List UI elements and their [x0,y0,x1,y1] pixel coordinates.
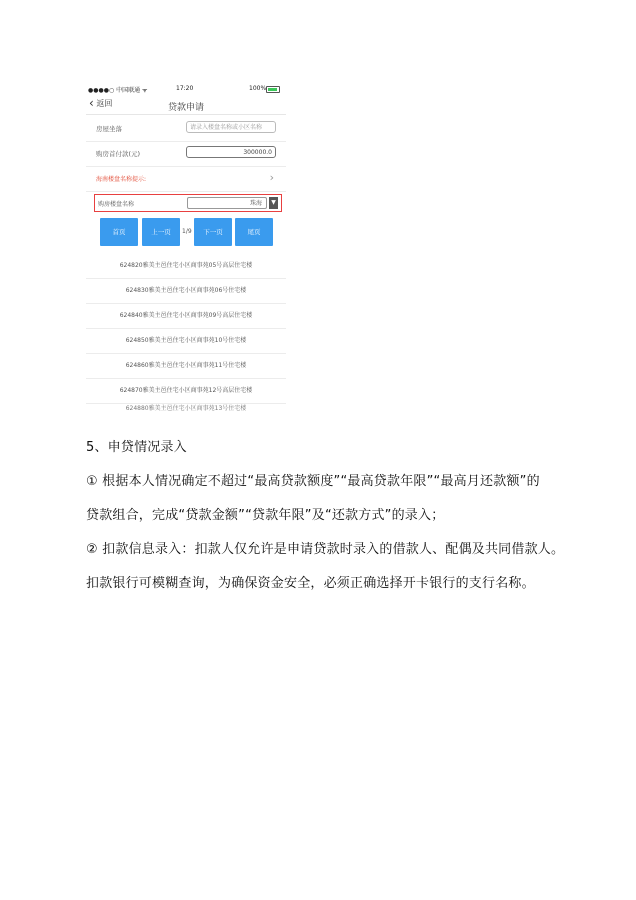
property-name-row [94,194,282,212]
house-location-label: 房屋坐落 [96,125,122,133]
battery-fill [268,88,277,91]
next-page-button[interactable]: 下一页 [194,218,232,246]
notice-row[interactable] [86,166,286,192]
list-item[interactable]: 624850雅美主邑住宅小区商事苑10号住宅楼 [86,329,286,354]
page-indicator: 1/9 [182,228,192,235]
notice-label: 海南楼盘名称提示: [96,176,147,183]
house-location-input[interactable]: 请录入楼盘名称或小区名称 [186,121,276,133]
paragraph-line: 贷款组合，完成“贷款金额”“贷款年限”及“还款方式”的录入； [86,508,445,523]
chevron-right-icon: › [269,171,274,184]
page-title: 贷款申请 [167,103,204,113]
status-bar [86,82,286,94]
battery-icon [266,86,280,93]
section-heading: 5、申贷情况录入 [86,440,187,455]
list-item[interactable]: 624830雅美主邑住宅小区商事苑06号住宅楼 [86,279,286,304]
prev-page-button[interactable]: 上一页 [142,218,180,246]
list-item[interactable]: 624820雅美主邑住宅小区商事苑05号高层住宅楼 [86,254,286,279]
last-page-button[interactable]: 尾页 [235,218,273,246]
paragraph-line: ② 扣款信息录入：扣款人仅允许是申请贷款时录入的借款人、配偶及共同借款人。 [86,542,565,557]
down-payment-input[interactable]: 300000.0 [186,146,276,158]
property-name-select[interactable]: 珠海 [187,197,267,209]
list-item[interactable]: 624880雅美主邑住宅小区商事苑13号住宅楼 [125,405,247,412]
carrier-label: ●●●●○ 中国联通 ᯤ [88,87,148,94]
status-time: 17:20 [176,85,194,92]
nav-bar [86,96,286,115]
phone-screenshot [86,82,286,420]
chevron-left-icon: ‹ [89,96,94,110]
down-payment-row [86,141,286,167]
list-item[interactable]: 624860雅美主邑住宅小区商事苑11号住宅楼 [86,354,286,379]
pager [86,218,286,246]
house-location-row [86,116,286,142]
paragraph-line: ① 根据本人情况确定不超过“最高贷款额度”“最高贷款年限”“最高月还款额”的 [86,474,540,489]
dropdown-arrow-icon[interactable]: ▼ [269,197,278,209]
property-name-label: 购房楼盘名称 [98,201,135,208]
battery-percent: 100% [249,85,267,92]
list-item[interactable]: 624840雅美主邑住宅小区商事苑09号高层住宅楼 [86,304,286,329]
house-list [86,254,286,414]
paragraph-line: 扣款银行可模糊查询，为确保资金安全，必须正确选择开卡银行的支行名称。 [86,576,535,591]
list-item[interactable]: 624870雅美主邑住宅小区商事苑12号高层住宅楼 [86,379,286,404]
down-payment-label: 购房首付款(元) [96,150,141,158]
first-page-button[interactable]: 首页 [100,218,138,246]
back-label: 返回 [96,99,113,108]
